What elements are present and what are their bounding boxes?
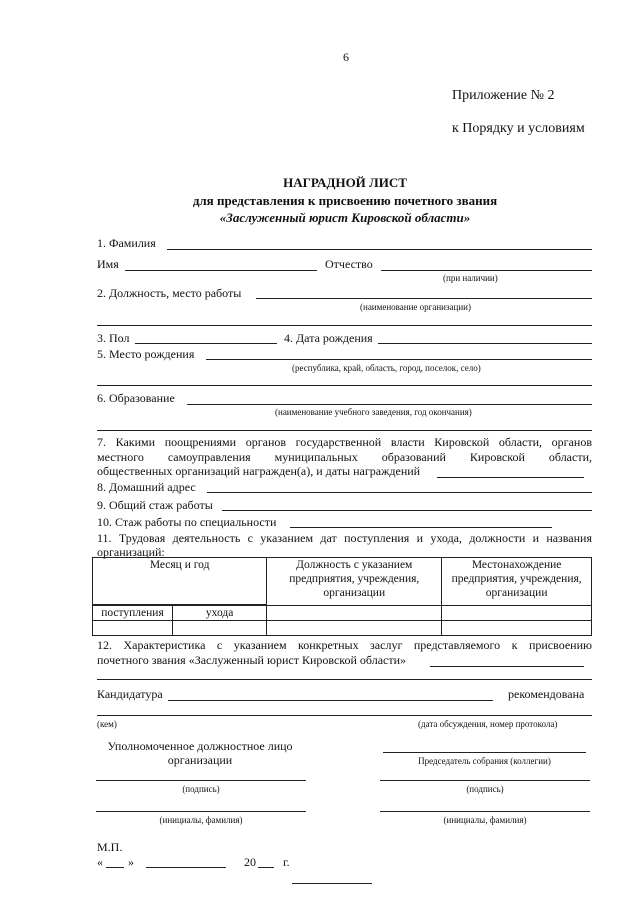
honor-title: «Заслуженный юрист Кировской области» [219, 210, 471, 225]
birth-date-field[interactable] [378, 343, 592, 344]
birth-place-field[interactable] [206, 359, 592, 360]
official-title-line1: Уполномоченное должностное лицо [107, 739, 293, 753]
awards-text-line3: общественных организаций награжден(а), и даты награждений [97, 464, 421, 478]
appendix-number: Приложение № 2 [452, 88, 555, 103]
table-cell[interactable] [442, 621, 592, 636]
sex-label: 3. Пол [97, 331, 130, 345]
date-day-field[interactable] [106, 867, 124, 868]
surname-field[interactable] [167, 249, 592, 250]
labor-text-line2: организаций: [97, 545, 165, 559]
birth-place-label: 5. Место рождения [97, 347, 195, 361]
date-quote-open: « [97, 855, 103, 869]
stamp-place-label: М.П. [97, 840, 123, 854]
date-year-field[interactable] [258, 867, 274, 868]
characteristic-field[interactable] [430, 666, 584, 667]
chairman-signature-field[interactable] [380, 780, 590, 781]
bottom-rule [292, 883, 372, 884]
awards-text-line1: 7. Какими поощрениями органов государственной власти Кировской области, органов [97, 435, 592, 449]
chairman-name-field[interactable] [383, 752, 586, 753]
patronymic-field[interactable] [381, 270, 592, 271]
table-header-month-year: Месяц и год [93, 558, 267, 605]
table-header-position: Должность с указанием предприятия, учреждения, организации [267, 558, 442, 606]
patronymic-hint: (при наличии) [443, 273, 498, 283]
page-number: 6 [343, 50, 349, 64]
labor-text-line1: 11. Трудовая деятельность с указанием дат поступления и ухода, должности и названия [97, 531, 592, 545]
birth-place-hint: (республика, край, область, город, поселок, село) [292, 363, 481, 373]
total-experience-label: 9. Общий стаж работы [97, 498, 213, 512]
candidacy-label: Кандидатура [97, 687, 163, 701]
address-label: 8. Домашний адрес [97, 480, 196, 494]
table-cell[interactable] [267, 621, 442, 636]
awards-field[interactable] [437, 477, 584, 478]
chairman-title: Председатель собрания (коллегии) [418, 756, 551, 766]
position-field[interactable] [256, 298, 592, 299]
table-cell[interactable] [267, 606, 442, 621]
official-signature-hint: (подпись) [182, 784, 220, 794]
date-year-suffix: г. [283, 855, 290, 869]
characteristic-field-line2[interactable] [97, 679, 592, 680]
characteristic-text-line2: почетного звания «Заслуженный юрист Кировской области» [97, 653, 407, 667]
table-subheader-start: поступления [93, 606, 173, 621]
form-subtitle: для представления к присвоению почетного звания [192, 193, 498, 208]
position-field-line2[interactable] [97, 325, 592, 326]
date-year-prefix: 20 [244, 855, 256, 869]
position-label: 2. Должность, место работы [97, 286, 242, 300]
table-cell[interactable] [442, 606, 592, 621]
candidacy-field[interactable] [168, 700, 493, 701]
appendix-reference: к Порядку и условиям [452, 121, 585, 136]
table-subheader-end: ухода [173, 606, 267, 621]
name-field[interactable] [125, 270, 317, 271]
protocol-hint: (дата обсуждения, номер протокола) [418, 719, 558, 729]
specialty-experience-field[interactable] [290, 527, 552, 528]
surname-label: 1. Фамилия [97, 236, 156, 250]
recommended-by-field[interactable] [97, 715, 592, 716]
birth-date-label: 4. Дата рождения [284, 331, 373, 345]
official-initials-hint: (инициалы, фамилия) [159, 815, 243, 825]
specialty-experience-label: 10. Стаж работы по специальности [97, 515, 277, 529]
employment-table [92, 557, 592, 636]
birth-place-field-line2[interactable] [97, 385, 592, 386]
official-initials-field[interactable] [96, 811, 306, 812]
recommended-by-hint: (кем) [97, 719, 117, 729]
patronymic-label: Отчество [325, 257, 373, 271]
chairman-signature-hint: (подпись) [466, 784, 504, 794]
chairman-initials-field[interactable] [380, 811, 590, 812]
education-label: 6. Образование [97, 391, 175, 405]
education-field[interactable] [187, 404, 592, 405]
table-header-location: Местонахождение предприятия, учреждения, организации [442, 558, 592, 606]
awards-text-line2: местного самоуправления муниципальных образований Кировской области, [97, 450, 592, 464]
chairman-initials-hint: (инициалы, фамилия) [443, 815, 527, 825]
name-label: Имя [97, 257, 119, 271]
table-cell[interactable] [173, 621, 267, 636]
education-hint: (наименование учебного заведения, год окончания) [275, 407, 472, 417]
education-field-line2[interactable] [97, 430, 592, 431]
official-signature-field[interactable] [96, 780, 306, 781]
sex-field[interactable] [135, 343, 277, 344]
total-experience-field[interactable] [222, 510, 592, 511]
candidacy-recommended: рекомендована [508, 687, 585, 701]
address-field[interactable] [207, 492, 592, 493]
official-title-line2: организации [167, 753, 233, 767]
date-month-field[interactable] [146, 867, 226, 868]
characteristic-text-line1: 12. Характеристика с указанием конкретных заслуг представляемого к присвоению [97, 638, 592, 652]
position-hint: (наименование организации) [360, 302, 471, 312]
form-title: НАГРАДНОЙ ЛИСТ [283, 175, 407, 190]
table-cell[interactable] [93, 621, 173, 636]
date-quote-close: » [128, 855, 134, 869]
